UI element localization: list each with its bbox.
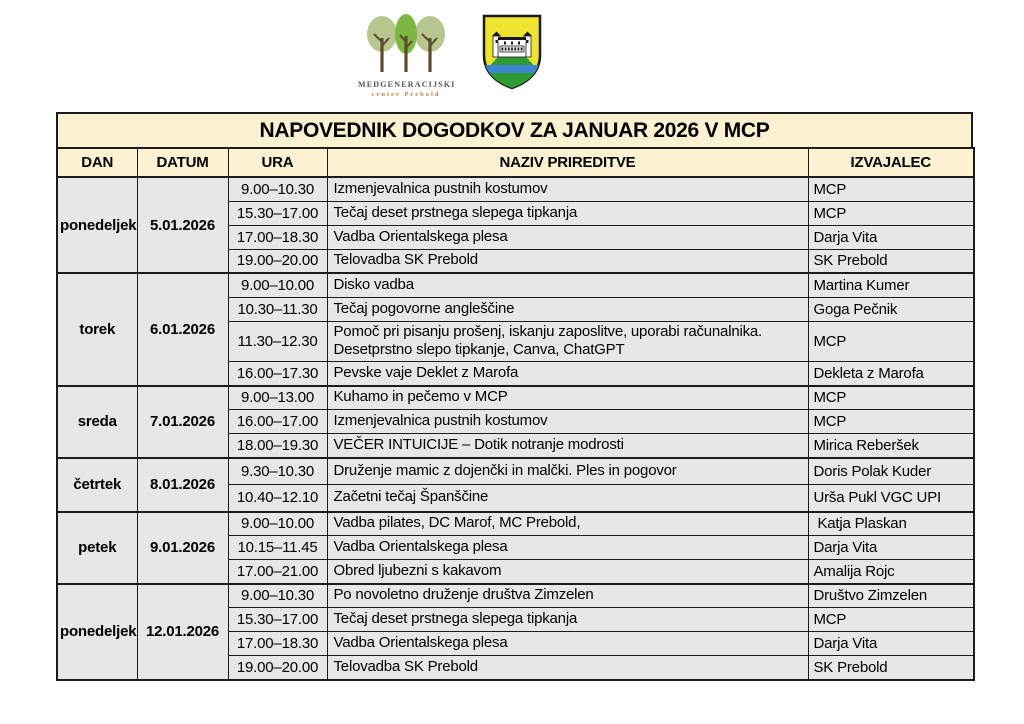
date-cell: 7.01.2026 [137, 386, 228, 458]
header-dan: DAN [57, 148, 137, 177]
time-cell: 19.00–20.00 [228, 656, 327, 680]
mcp-trees-icon [358, 12, 454, 74]
organizer-cell: Mirica Reberšek [808, 434, 974, 458]
event-name-cell: Začetni tečaj Španščine [327, 485, 808, 512]
organizer-cell: MCP [808, 177, 974, 201]
event-name-cell: Vadba Orientalskega plesa [327, 225, 808, 249]
event-row [57, 512, 974, 536]
schedule-table [56, 147, 975, 681]
time-cell: 19.00–20.00 [228, 249, 327, 273]
logo-row [358, 12, 544, 98]
event-name-cell: Izmenjevalnica pustnih kostumov [327, 177, 808, 201]
organizer-cell: MCP [808, 608, 974, 632]
event-row [57, 458, 974, 485]
mcp-logo-subtitle: center Prebold [371, 91, 441, 98]
organizer-cell: Martina Kumer [808, 273, 974, 297]
mcp-logo [358, 12, 454, 98]
event-name-cell: Izmenjevalnica pustnih kostumov [327, 410, 808, 434]
date-cell: 12.01.2026 [137, 584, 228, 680]
time-cell: 17.00–21.00 [228, 560, 327, 584]
event-name-cell: Vadba Orientalskega plesa [327, 632, 808, 656]
header-izvajalec: IZVAJALEC [808, 148, 974, 177]
event-name-cell: Telovadba SK Prebold [327, 656, 808, 680]
event-row [57, 273, 974, 297]
day-cell: ponedeljek [57, 177, 137, 273]
organizer-cell: Goga Pečnik [808, 297, 974, 321]
header-row [57, 148, 974, 177]
header-ura: URA [228, 148, 327, 177]
date-cell: 8.01.2026 [137, 458, 228, 512]
schedule-body [57, 177, 974, 680]
time-cell: 10.30–11.30 [228, 297, 327, 321]
time-cell: 10.15–11.45 [228, 536, 327, 560]
prebold-coat-of-arms-icon [480, 12, 544, 92]
time-cell: 10.40–12.10 [228, 485, 327, 512]
time-cell: 9.00–10.30 [228, 584, 327, 608]
date-cell: 5.01.2026 [137, 177, 228, 273]
event-name-cell: VEČER INTUICIJE – Dotik notranje modrosti [327, 434, 808, 458]
event-name-cell: Pevske vaje Deklet z Marofa [327, 362, 808, 386]
header-naziv: NAZIV PRIREDITVE [327, 148, 808, 177]
event-name-cell: Disko vadba [327, 273, 808, 297]
header-datum: DATUM [137, 148, 228, 177]
day-cell: petek [57, 512, 137, 584]
day-cell: sreda [57, 386, 137, 458]
day-cell: torek [57, 273, 137, 386]
organizer-cell: Darja Vita [808, 225, 974, 249]
event-name-cell: Kuhamo in pečemo v MCP [327, 386, 808, 410]
time-cell: 9.00–10.00 [228, 512, 327, 536]
time-cell: 15.30–17.00 [228, 201, 327, 225]
organizer-cell: Društvo Zimzelen [808, 584, 974, 608]
event-name-cell: Vadba Orientalskega plesa [327, 536, 808, 560]
time-cell: 9.00–10.30 [228, 177, 327, 201]
organizer-cell: Doris Polak Kuder [808, 458, 974, 485]
event-name-cell: Vadba pilates, DC Marof, MC Prebold, [327, 512, 808, 536]
organizer-cell: Darja Vita [808, 632, 974, 656]
time-cell: 18.00–19.30 [228, 434, 327, 458]
event-row [57, 177, 974, 201]
event-name-cell: Telovadba SK Prebold [327, 249, 808, 273]
time-cell: 9.00–10.00 [228, 273, 327, 297]
time-cell: 17.00–18.30 [228, 632, 327, 656]
time-cell: 16.00–17.30 [228, 362, 327, 386]
organizer-cell: MCP [808, 201, 974, 225]
event-name-cell: Tečaj pogovorne angleščine [327, 297, 808, 321]
event-name-cell: Druženje mamic z dojenčki in malčki. Ples in pogovor [327, 458, 808, 485]
organizer-cell: SK Prebold [808, 656, 974, 680]
event-row [57, 584, 974, 608]
time-cell: 17.00–18.30 [228, 225, 327, 249]
date-cell: 9.01.2026 [137, 512, 228, 584]
time-cell: 9.00–13.00 [228, 386, 327, 410]
mcp-logo-name: MEDGENERACIJSKI [358, 80, 456, 89]
day-cell: ponedeljek [57, 584, 137, 680]
organizer-cell: Dekleta z Marofa [808, 362, 974, 386]
organizer-cell: SK Prebold [808, 249, 974, 273]
page-title: NAPOVEDNIK DOGODKOV ZA JANUAR 2026 V MCP [56, 112, 973, 147]
organizer-cell: Katja Plaskan [808, 512, 974, 536]
event-name-cell: Tečaj deset prstnega slepega tipkanja [327, 201, 808, 225]
organizer-cell: MCP [808, 410, 974, 434]
day-cell: četrtek [57, 458, 137, 512]
event-row [57, 386, 974, 410]
organizer-cell: Urša Pukl VGC UPI [808, 485, 974, 512]
time-cell: 9.30–10.30 [228, 458, 327, 485]
event-name-cell: Po novoletno druženje društva Zimzelen [327, 584, 808, 608]
time-cell: 15.30–17.00 [228, 608, 327, 632]
organizer-cell: Amalija Rojc [808, 560, 974, 584]
event-name-cell: Tečaj deset prstnega slepega tipkanja [327, 608, 808, 632]
organizer-cell: MCP [808, 321, 974, 362]
event-name-cell: Pomoč pri pisanju prošenj, iskanju zaposlitve, uporabi računalnika. Desetprstno slepo tipkanje, Canva, ChatGPT [327, 321, 808, 362]
organizer-cell: MCP [808, 386, 974, 410]
time-cell: 11.30–12.30 [228, 321, 327, 362]
date-cell: 6.01.2026 [137, 273, 228, 386]
organizer-cell: Darja Vita [808, 536, 974, 560]
time-cell: 16.00–17.00 [228, 410, 327, 434]
event-name-cell: Obred ljubezni s kakavom [327, 560, 808, 584]
